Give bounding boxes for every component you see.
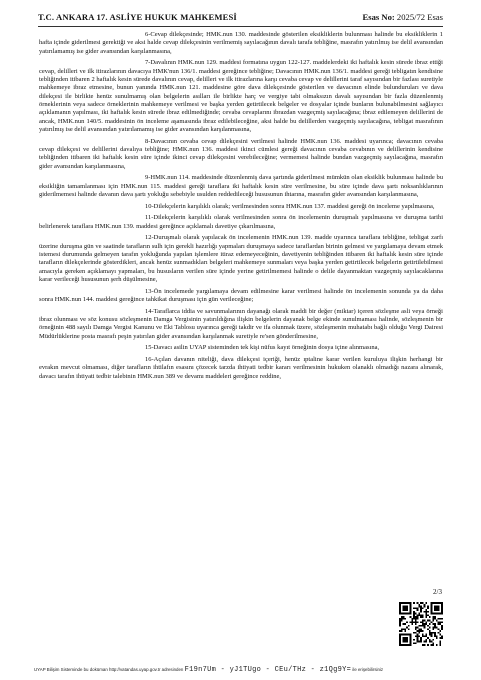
esas-label: Esas No: (362, 12, 395, 22)
document-header (38, 12, 443, 26)
header-rule (38, 26, 443, 27)
document-body (39, 31, 443, 384)
paragraph-7: 7-Davalının HMK.nun 129. maddesi formatına uygun 122-127. maddelerdeki iki haftalık kesin sürede ibraz ettiği cevap, delilleri ve ilk itirazlarının davacıya HMK'nun 136/1. maddesi gereğince tebliğine; Davacının HMK.nun 136/1. maddesi gereği tebligatın kendisine tebliğinden itibaren 2 haftalık kesin sürede davalının cevap, delilleri ve ilk itirazlarına karşı cevaba cevap ve delillerini taraf sayısından bir fazlası suretiyle mahkemeye ibraz etmesine, bunun yanında HMK.nun 121. maddesine göre dava dilekçesinde gösterilen ve davacının elinde bulunduruları ve dava dilekçesi ile birlikte henüz sunulmamış olan belgelerin asılları ile birlikte harç ve vergiye tabi olmaksızın davalı sayısından bir fazla düzenlenmiş örneklerinin veya sadece örneklerinin mahkemeye verilmesi ve başka yerden getirtilecek belgeler ve dosyalar içinde bunların bulunabilmesini sağlayıcı açıklamanın yapılması, iki haftalık kesin sürede ibraz edilmediğinde; cevaba cevaplarını ibrazdan vazgeçmiş sayılacağına; ibraz edilemeyen delillerini de ancak, HMK.nun 140/5. maddesinin ön inceleme aşamasında ibraz edilebileceğine, aksi halde bu delillerden vazgeçmiş sayılacağına, tebligat masrafının yatırılmış ise delil avansından yatırılamamış ise gider avansından karşılanmasına, (39, 59, 443, 134)
paragraph-16: 16-Açılan davanın niteliği, dava dilekçesi içeriği, henüz ıptaline karar verilen kuruluya ilişkin herhangi bir evrakın mevcut olmaması, diğer tarafların ihtilafın esasını çözecek tarzda ihtiyati tedbir kararı verilmesinin hukuken olanaklı olmadığı nazara alınarak, davacı tarafın ihtiyati tedbir talebinin HMK.nun 389 ve devamı maddeleri gereğince reddine, (39, 356, 443, 380)
paragraph-12: 12-Duruşmalı olarak yapılacak ön incelemenin HMK.nun 139. madde uyarınca taraflara tebliğine, tebligat zarfı üzerine duruşma gün ve saatinde tarafların sulh için gerekli hazırlığı yapmaları duruşmaya sadece taraflardan birinin gelmesi ve yargılamaya devam etmek istemesi durumunda gelmeyen tarafın yokluğunda yapılan işlemlere itiraz edemeyeceğinin, davetiyenin tebliğinden itibaren iki haftalık kesin süre içinde tarafların dilekçelerinde gösterdikleri, ancak henüz sunmadıkları belgeleri mahkemeye sunmaları veya başka yerden getirtilecek belgelerin getirtilebilmesi amacıyla gereken açıklamayı yapmaları, bu hususların verilen süre içinde yerine getirilmemesi halinde o delile dayanmaktan vazgeçmiş sayılacaklarına karar verileceği hususunun şerh düşülmesine, (39, 234, 443, 284)
verification-code: F19n7Um - yJ1TUgo - CEu/THz - z1Qg9Y= (184, 666, 352, 674)
qr-code-icon (399, 602, 443, 646)
footer-text-before: UYAP Bilişim Sisteminde bu doküman http://vatandas.uyap.gov.tr adresinden (34, 667, 184, 672)
paragraph-14: 14-Taraflarca iddia ve savunmalarının dayanağı olarak maddi bir değer (miktar) içeren sözleşme asli veya örneği ibraz olunması ve söz konusu sözleşmenin Damga Vergisinin yatırıldığına ilişkin belgelerin dayanak belge ekinde sunulmaması halinde, sözleşmenin bir örneğinin 488 sayılı Damga Vergisi Kanunu ve Eki Tablosu uyarınca gereği takdir ve ifa olunmak üzere, sözleşmenin muhatabı bağlı olduğu Vergi Dairesi Müdürlüklerine posta masrafı peşin yatırılan gider avansından karşılanmak suretiyle re'sen gönderilmesine, (39, 307, 443, 340)
verification-footer (34, 666, 383, 674)
case-number (363, 12, 443, 22)
paragraph-6: 6-Cevap dilekçesinde; HMK.nun 130. maddesinde gösterilen eksikliklerin bulunması halinde bu eksikliklerin 1 hafta içinde giderilmesi gerektiği ve aksi halde cevap dilekçesinin verilmemiş sayılacağının davalı tarafa tebliğine, masrafın yatırılmış ise delil avansından yatırılamamış ise gider avansından karşılanmasına, (39, 31, 443, 55)
esas-value: 2025/72 Esas (396, 12, 443, 22)
paragraph-11: 11-Dilekçelerin karşılıklı olarak verilmesinden sonra ön incelemenin duruşmalı yapılmasına ve duruşma tarihi belirlenerek taraflara HMK.nun 139. maddesi gereğince açıklamalı davetiye çıkarılmasına, (39, 214, 443, 230)
paragraph-10: 10-Dilekçelerin karşılıklı olarak; verilmesinden sonra HMK.nun 137. maddesi gereği ön inceleme yapılmasına, (145, 202, 435, 210)
paragraph-9: 9-HMK.nun 114. maddesinde düzenlenmiş dava şartında giderilmesi mümkün olan eksiklik bulunması halinde bu eksikliğin tamamlanması için HMK.nun 115. maddesi gereği taraflara iki haftalık kesin süre verilmesine, bu süre içinde dava şartı noksanlıklarının giderilmemesi halinde davanın dava şartı yokluğu sebebiyle usulden reddedileceği hususunun ihtarına, masrafın gider avansından karşılanmasına, (39, 174, 443, 199)
court-name: T.C. ANKARA 17. ASLİYE HUKUK MAHKEMESİ (38, 12, 237, 22)
paragraph-15: 15-Davacı asilin UYAP sisteminden tek kişi nüfus kayıt örneğinin dosya içine alınmasına, (145, 344, 380, 352)
paragraph-13: 13-Ön incelemede yargılamaya devam edilmesine karar verilmesi halinde ön incelemenin sonunda ya da daha sonra HMK.nun 144. maddesi gereğince tahkikat duruşması için gün verileceğine; (39, 287, 443, 304)
footer-text-after: ile erişebilirsiniz (352, 667, 384, 672)
page-number: 2/3 (433, 588, 442, 596)
paragraph-8: 8-Davacının cevaba cevap dilekçesini verilmesi halinde HMK.nun 136. maddesi uyarınca; davacının cevaba cevap dilekçesi ve delillerini davalıya tebliğine; HMK.nun 136. maddesi ikinci cümlesi gereği davacının cevaba cevabının ve delillerinin kendisine tebliğinden itibaren iki haftalık kesin süre içinde ikinci cevap dilekçesini verebileceğine; vermemesi halinde bundan vazgeçmiş sayılacağına, masrafın gider avansından karşılanmasına, (39, 137, 443, 170)
